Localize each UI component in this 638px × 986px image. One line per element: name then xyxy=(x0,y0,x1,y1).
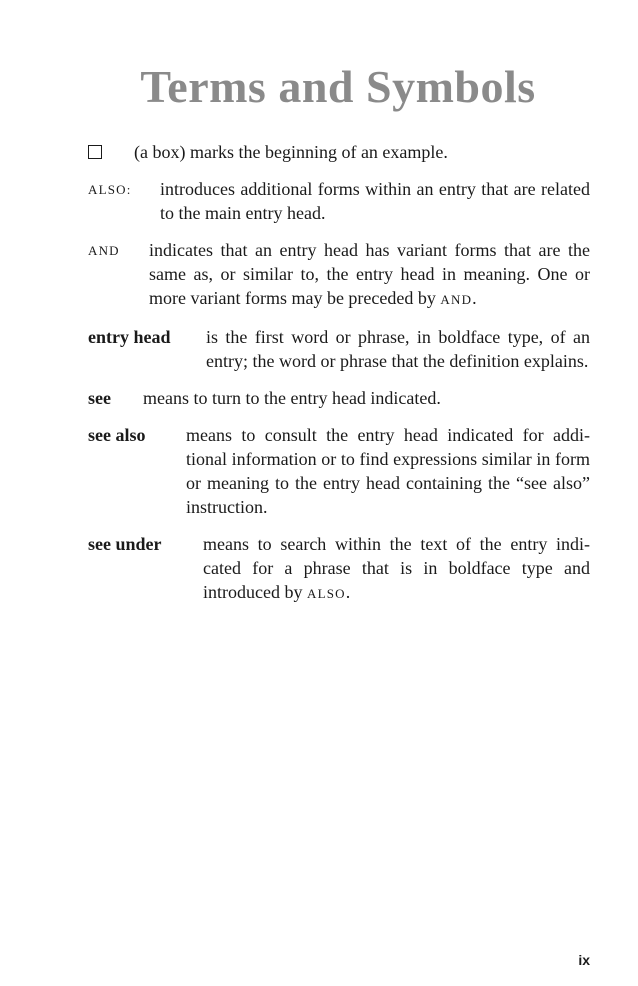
entry-term: AND xyxy=(88,243,120,258)
definition-small-caps: ALSO xyxy=(306,586,346,601)
page-title: Terms and Symbols xyxy=(140,61,536,112)
entry-term: see also xyxy=(88,425,146,445)
entry-also xyxy=(88,177,590,225)
entry-see xyxy=(88,386,590,410)
box-icon xyxy=(88,140,102,165)
entry-definition: means to turn to the entry head indicated. xyxy=(143,388,441,408)
entry-term: see xyxy=(88,388,111,408)
entry-and xyxy=(88,238,590,312)
entry-term: see under xyxy=(88,534,162,554)
definition-text: means to search within the text of the entry indi-cated for a phrase that is in boldface type and introduced by xyxy=(203,534,590,602)
terms-list xyxy=(88,140,590,619)
entry-definition: introduces additional forms within an entry that are related to the main entry head. xyxy=(160,179,590,223)
entry-term: entry head xyxy=(88,327,171,347)
entry-definition: (a box) marks the beginning of an example. xyxy=(134,142,448,162)
entry-see-under xyxy=(88,532,590,606)
definition-small-caps: AND xyxy=(440,292,473,307)
entry-definition xyxy=(203,532,590,606)
entry-see-also xyxy=(88,423,590,519)
definition-end: . xyxy=(472,288,477,308)
definition-end: . xyxy=(345,582,351,602)
entry-box xyxy=(88,140,590,164)
page-number: ix xyxy=(578,952,590,968)
entry-definition: means to consult the entry head indicated for addi-tional information or to find expressions similar in form or meaning to the entry head containing the “see also” instruction. xyxy=(186,425,590,517)
entry-term: ALSO: xyxy=(88,182,132,197)
entry-definition xyxy=(149,238,590,312)
definition-text: indicates that an entry head has variant forms that are the same as, or similar to, the entry head in meaning. One or more variant forms may be preceded by xyxy=(149,240,590,308)
entry-entry-head xyxy=(88,325,590,373)
entry-definition: is the first word or phrase, in boldface type, of an entry; the word or phrase that the definition explains. xyxy=(206,327,590,371)
